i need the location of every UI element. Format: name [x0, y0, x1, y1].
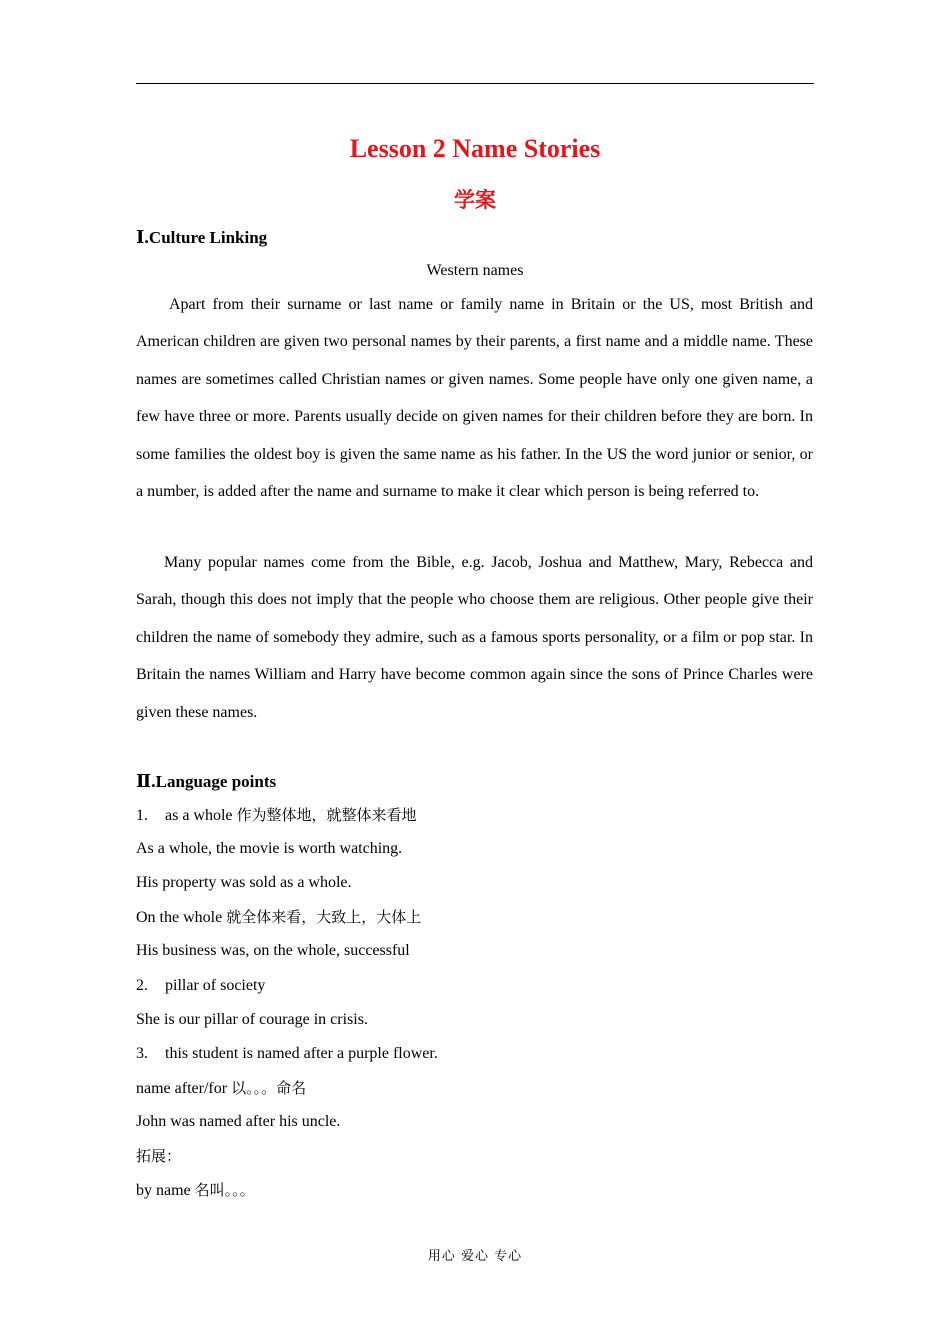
phrase-definition	[136, 1077, 306, 1100]
example-sentence: John was named after his uncle.	[136, 1113, 341, 1130]
language-point-3	[136, 1043, 438, 1065]
item-number: 2.	[136, 977, 148, 994]
section-heading-culture-linking	[136, 226, 267, 249]
extension-label: 拓展：	[136, 1147, 182, 1165]
section-heading-text: Language points	[155, 772, 277, 791]
phrase-english: pillar of society	[165, 977, 266, 994]
section-heading-text: Culture Linking	[148, 228, 268, 247]
phrase-english: this student is named after a purple flower.	[165, 1045, 438, 1062]
passage-paragraph-1: Apart from their surname or last name or family name in Britain or the US, most British and American children are given two personal names by their parents, a first name and a middle name. These names are sometimes called Christian names or given names. Some people have only one given name, a few have three or more. Parents usually decide on given names for their children before they are born. In some families the oldest boy is given the same name as his father. In the US the word junior or senior, or a number, is added after the name and surname to make it clear which person is being referred to.	[136, 296, 813, 501]
item-number: 1.	[136, 807, 148, 824]
phrase-chinese: 作为整体地，就整体来看地	[236, 806, 417, 824]
phrase-chinese: 就全体来看，大致上，大体上	[226, 908, 422, 926]
item-number: 3.	[136, 1045, 148, 1062]
example-sentence: His business was, on the whole, successful	[136, 942, 410, 959]
phrase-english: by name	[136, 1182, 191, 1199]
language-point-2	[136, 975, 265, 997]
phrase-chinese: 以。。。命名	[231, 1079, 307, 1097]
phrase-english: as a whole	[165, 807, 233, 824]
section-numeral: Ⅱ.	[136, 771, 156, 791]
phrase-definition	[136, 906, 421, 929]
lesson-title: Lesson 2 Name Stories	[349, 134, 601, 163]
section-numeral: Ⅰ.	[136, 227, 149, 247]
header-rule	[136, 83, 814, 84]
passage-title: Western names	[426, 262, 524, 279]
lesson-subtitle: 学案	[454, 188, 496, 212]
example-sentence: His property was sold as a whole.	[136, 874, 352, 891]
example-sentence: As a whole, the movie is worth watching.	[136, 840, 403, 857]
phrase-definition	[136, 1179, 255, 1202]
phrase-english: On the whole	[136, 909, 223, 926]
example-sentence: She is our pillar of courage in crisis.	[136, 1011, 368, 1028]
passage-paragraph-2: Many popular names come from the Bible, e.g. Jacob, Joshua and Matthew, Mary, Rebecca and Sarah, though this does not imply that the people who choose them are religious. Other people give their children the name of somebody they admire, such as a famous sports personality, or a film or pop star. In Britain the names William and Harry have become common again since the sons of Prince Charles were given these names.	[136, 554, 813, 721]
page-footer: 用心 爱心 专心	[427, 1249, 523, 1264]
section-heading-language-points	[136, 770, 276, 793]
phrase-english: name after/for	[136, 1080, 228, 1097]
language-point-1	[136, 804, 417, 827]
phrase-chinese: 名叫。。。	[194, 1181, 255, 1199]
